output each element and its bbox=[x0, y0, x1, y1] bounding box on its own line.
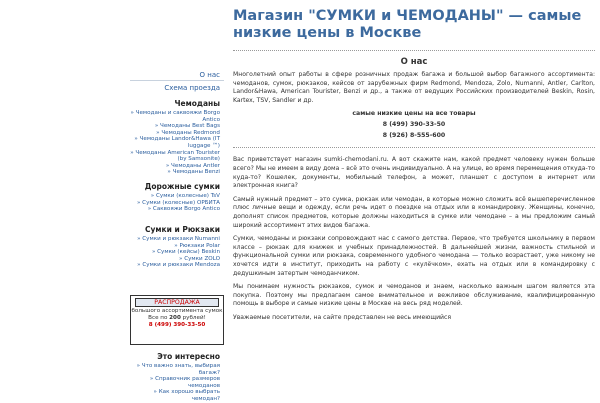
phone-1: 8 (499) 390-33-50 bbox=[382, 121, 446, 129]
site-title[interactable]: Магазин "СУМКИ и ЧЕМОДАНЫ" — самые низкие цены в Москве bbox=[233, 8, 582, 41]
main-content bbox=[233, 0, 595, 400]
list-item[interactable]: » Чемоданы Best Bags bbox=[154, 123, 220, 130]
list-item[interactable]: » Рюкзаки Polar bbox=[174, 242, 220, 249]
nav-about-link[interactable]: О нас bbox=[199, 71, 220, 79]
list-item[interactable]: » Саквояжи Borgo Antico bbox=[147, 206, 220, 213]
interesting-section bbox=[130, 352, 224, 403]
paragraph: Мы понимаем нужность рюкзаков, сумок и чемоданов и знаем, насколько важным шагом является эта покупка. Поэтому мы предлагаем самое внимательное и вежливое обслуживание, квалифицированную помощь в выборе и самые низкие цены в Москве на весь ряд моделей. bbox=[233, 283, 595, 308]
list-item[interactable]: » Сумки ZOLO bbox=[179, 255, 220, 262]
list-item[interactable]: » Что важно знать, выбирая багаж? bbox=[136, 363, 220, 376]
paragraph: Уважаемые посетители, на сайте представлен не весь имеющийся bbox=[233, 313, 452, 321]
list-item[interactable]: » Как хорошо выбрать чемодан? bbox=[153, 389, 220, 402]
paragraph: Сумки, чемоданы и рюкзаки сопровождают нас с самого детства. Первое, что требуется школьнику в первом классе – рюкзак для книжек и учебных принадлежностей. В дальнейшей жизни, важность стильной и функциональной сумки или рюкзака, современного удобного чемодана — только возрастает, уже никому не хочется идти в институт, приходить на работу с «кулёчком», ехать на отдых или в командировку с дедушкиным затертым чемоданчиком. bbox=[233, 235, 595, 277]
list-item[interactable]: » Чемоданы Landor&Hawa (IT luggage ™) bbox=[134, 136, 220, 149]
divider bbox=[233, 147, 595, 148]
list-item[interactable]: » Чемоданы и саквояжи Borgo Antico bbox=[130, 110, 220, 123]
list-item[interactable]: » Сумки и рюкзаки Mendoza bbox=[137, 262, 220, 269]
sale-phone: 8 (499) 390-33-50 bbox=[148, 322, 206, 328]
tagline: самые низкие цены на все товары bbox=[352, 110, 476, 118]
intro-paragraph: Вас приветствует магазин sumki-chemodani.ru. А вот скажите нам, какой предмет человеку нужен больше всего? Мы не имеем в виду дома – всё это очень индивидуально. А на улице, во время перемещения откуда-то куда-то? Кошелек, документы, мобильный телефон, а может, планшет с доступом в интернет или электронная книга? bbox=[233, 156, 595, 190]
paragraph: Самый нужный предмет – это сумка, рюкзак или чемодан, в которые можно сложить всё вышеперечисленное плюс личные вещи и одежду, если речь идет о поездке на отдых или в командировку. Женщины, конечно, дополнят список предметов, которые должны находиться в сумке или чемодане – а мы предложим самый широкий ассортимент этих видов багажа. bbox=[233, 195, 595, 229]
travel-heading: Дорожные сумки bbox=[144, 182, 220, 191]
list-item[interactable]: » Чемоданы Redmond bbox=[156, 129, 220, 136]
list-item[interactable]: » Чемоданы Antler bbox=[165, 162, 220, 169]
sale-line2: Все по 200 рублей! bbox=[148, 315, 206, 321]
list-item[interactable]: » Сумки (колесные) TsV bbox=[150, 193, 220, 199]
travel-section bbox=[130, 182, 224, 213]
suitcases-section bbox=[130, 99, 224, 176]
sale-banner[interactable] bbox=[130, 295, 224, 345]
about-text: Многолетний опыт работы в сфере розничных продаж багажа и большой выбор багажного ассортимента: чемоданов, сумок, рюкзаков, кейсов от зарубежных фирм Redmond, Mendoza, Zolo, Numanni, Antler, Carlton, Landor&Hawa, American Tourister, Benzi и др., а также от ведущих Российских производителей Beskin, Rosin, Kartex, TSV, Sandler и др. bbox=[233, 71, 595, 104]
sale-line1: большого ассортимента сумок bbox=[131, 308, 223, 314]
sale-price: 200 bbox=[169, 315, 181, 321]
list-item[interactable]: » Справочник размеров чемоданов bbox=[149, 376, 220, 389]
list-item[interactable]: » Чемоданы Benzi bbox=[167, 169, 220, 176]
list-item[interactable]: » Сумки и рюкзаки Numanni bbox=[137, 236, 220, 242]
nav-map-link[interactable]: Схема проезда bbox=[164, 84, 220, 92]
phone-2: 8 (926) 8-555-600 bbox=[382, 132, 446, 140]
suitcases-heading: Чемоданы bbox=[174, 99, 220, 108]
bags-heading: Сумки и Рюкзаки bbox=[145, 225, 220, 234]
divider bbox=[233, 50, 595, 51]
list-item[interactable]: » Сумки (колесные) ОРБИТА bbox=[136, 199, 220, 206]
about-heading: О нас bbox=[400, 57, 428, 67]
list-item[interactable]: » Чемоданы American Tourister (by Samsonite) bbox=[130, 149, 220, 163]
bags-section bbox=[130, 225, 224, 269]
list-item[interactable]: » Сумки (кейсы) Beskin bbox=[151, 249, 220, 256]
divider bbox=[130, 80, 224, 81]
sale-title: РАСПРОДАЖА bbox=[135, 298, 219, 307]
sidebar bbox=[0, 0, 224, 400]
interesting-heading: Это интересно bbox=[157, 352, 220, 361]
